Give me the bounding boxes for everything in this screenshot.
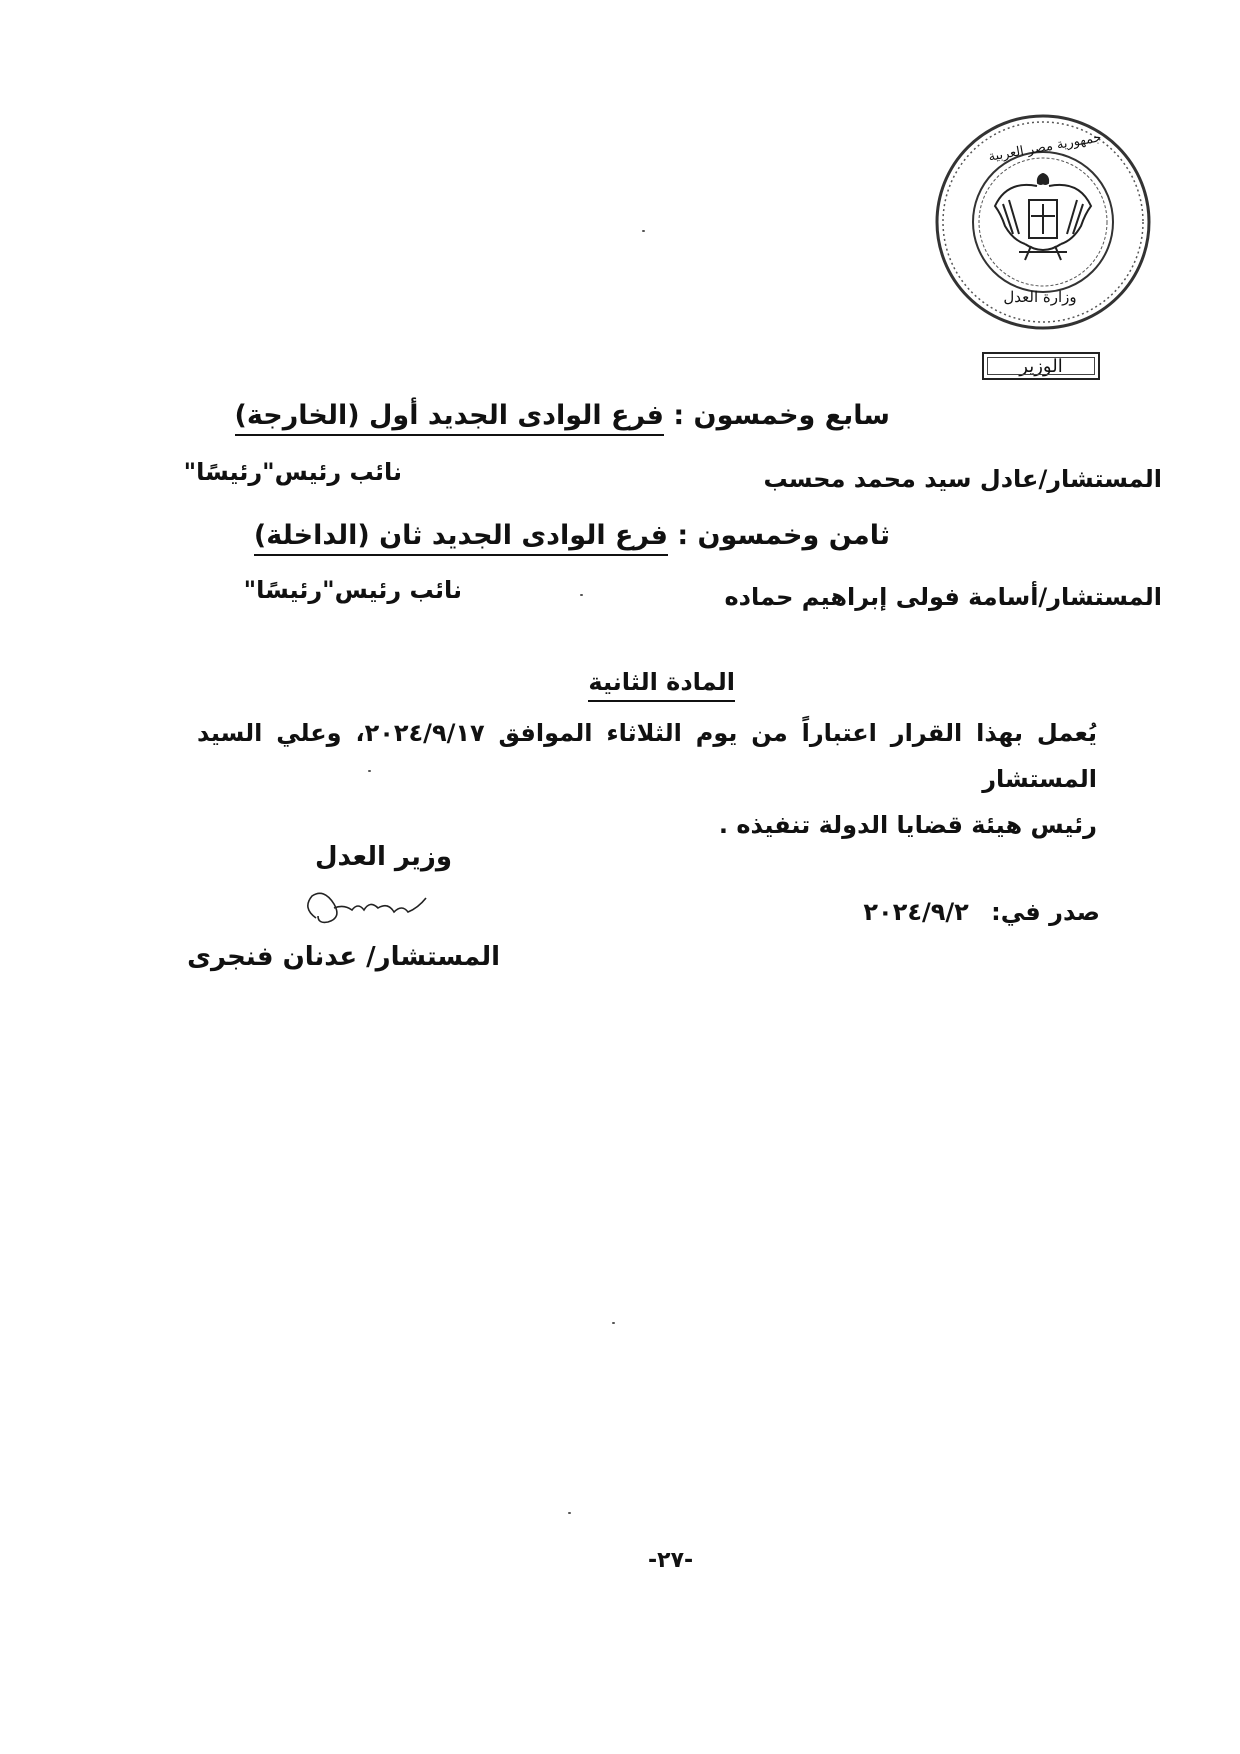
signature-scribble-icon [296, 880, 456, 936]
issued-label: صدر في: [991, 898, 1100, 926]
scan-speck [580, 594, 583, 596]
entry-57-name: المستشار/عادل سيد محمد محسب [763, 465, 1162, 493]
scan-speck [612, 1322, 615, 1324]
entry-branch: فرع الوادى الجديد أول (الخارجة) [235, 400, 664, 436]
entry-branch: فرع الوادى الجديد ثان (الداخلة) [254, 520, 668, 556]
entry-57-heading [235, 400, 890, 431]
entry-57-role: نائب رئيس"رئيسًا" [183, 458, 402, 486]
article-title: المادة الثانية [588, 668, 735, 702]
seal-bottom-text: وزارة العدل [1003, 288, 1077, 306]
entry-ordinal: ثامن وخمسون : [677, 520, 890, 551]
eagle-emblem-icon [995, 174, 1091, 260]
entry-58-name: المستشار/أسامة فولى إبراهيم حماده [724, 583, 1162, 611]
entry-58-role: نائب رئيس"رئيسًا" [243, 576, 462, 604]
seal-minister-tag: الوزير [982, 352, 1100, 380]
entry-58-heading [254, 520, 890, 551]
article-line-1: يُعمل بهذا القرار اعتباراً من يوم الثلاثاء الموافق ٢٠٢٤/٩/١٧، وعلي السيد المستشار [197, 719, 1097, 793]
minister-name: المستشار/ عدنان فنجرى [187, 942, 500, 972]
minister-title: وزير العدل [314, 842, 452, 872]
scan-speck [642, 230, 645, 232]
seal-top-text: جمهورية مصر العربية [987, 130, 1103, 165]
scan-speck [568, 1512, 571, 1514]
issued-date: ٢٠٢٤/٩/٢ [863, 898, 969, 926]
article-line-2: رئيس هيئة قضايا الدولة تنفيذه . [718, 811, 1097, 839]
entry-ordinal: سابع وخمسون : [673, 400, 890, 431]
issued-line [863, 898, 1100, 926]
page-number: -٢٧- [648, 1548, 694, 1573]
signature [296, 880, 456, 936]
article-body [197, 710, 1097, 848]
scan-speck [368, 770, 371, 772]
